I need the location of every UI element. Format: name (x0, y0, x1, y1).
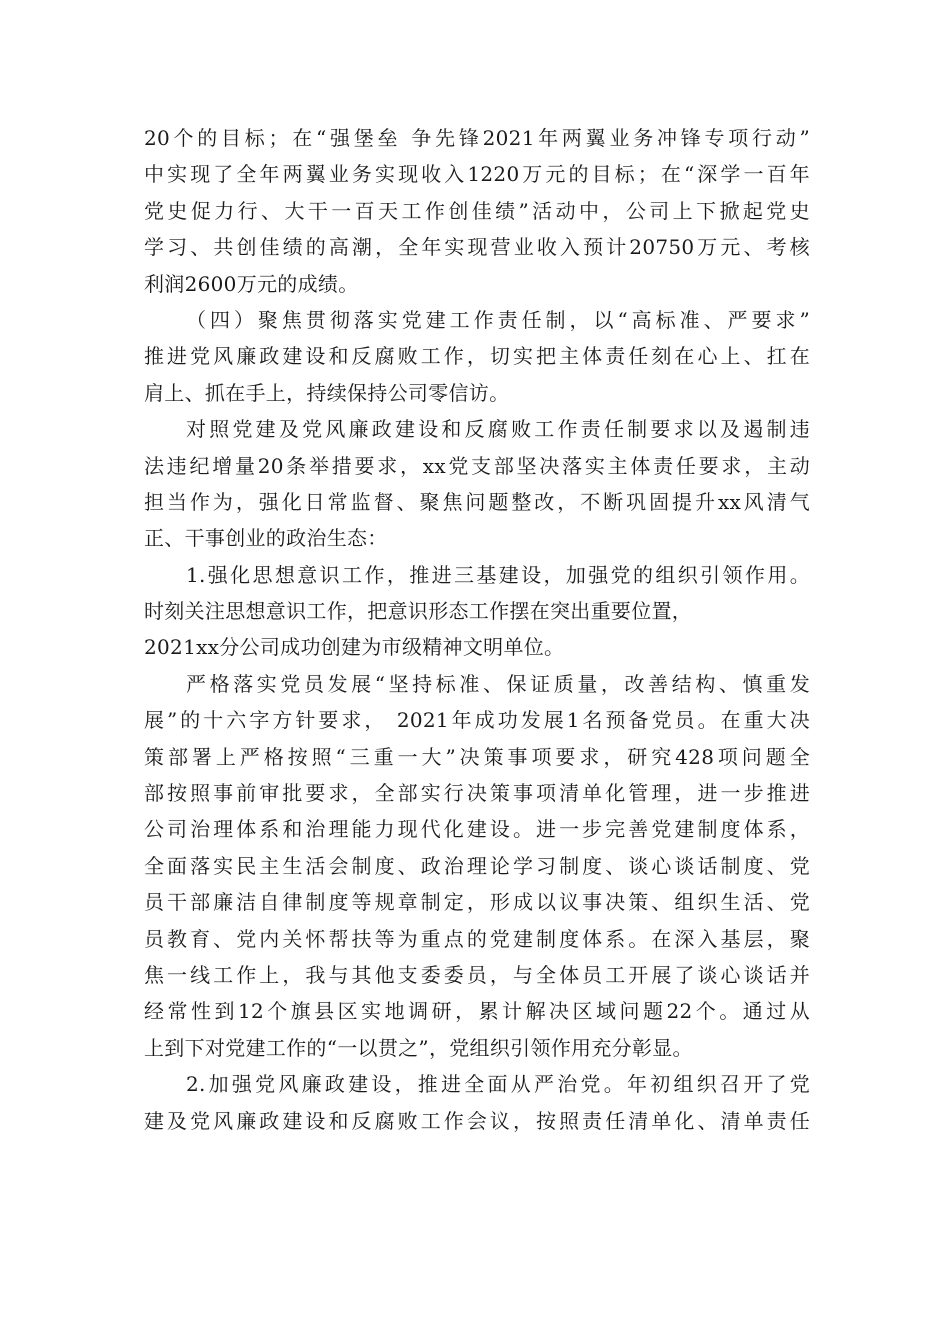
paragraph-item-2 (144, 1066, 810, 1139)
text-line: 全面落实民主生活会制度、政治理论学习制度、谈心谈话制度、党 (144, 853, 810, 878)
text-line: 担当作为，强化日常监督、聚焦问题整改，不断巩固提升xx风清气 (144, 489, 810, 514)
text-line: 2021xx分公司成功创建为市级精神文明单位。 (144, 635, 565, 660)
paragraph-targets-results (144, 120, 810, 302)
text-line: 员教育、党内关怀帮扶等为重点的党建制度体系。在深入基层，聚 (144, 926, 810, 951)
text-line: 员干部廉洁自律制度等规章制定，形成以议事决策、组织生活、党 (144, 890, 810, 915)
text-line: 经常性到12个旗县区实地调研，累计解决区域问题22个。通过从 (144, 999, 810, 1024)
text-line: 展”的十六字方针要求， 2021年成功发展1名预备党员。在重大决 (144, 708, 810, 733)
text-line: 策部署上严格按照“三重一大”决策事项要求，研究428项问题全 (144, 744, 810, 769)
text-line: 20个的目标；在“强堡垒 争先锋2021年两翼业务冲锋专项行动” (144, 126, 810, 150)
text-line: 对照党建及党风廉政建设和反腐败工作责任制要求以及遏制违 (186, 417, 810, 442)
text-line: 严格落实党员发展“坚持标准、保证质量，改善结构、慎重发 (186, 671, 810, 696)
text-line: 建及党风廉政建设和反腐败工作会议，按照责任清单化、清单责任 (144, 1108, 810, 1133)
text-line: 推进党风廉政建设和反腐败工作，切实把主体责任刻在心上、扛在 (144, 344, 810, 369)
text-line: 党史促力行、大干一百天工作创佳绩”活动中，公司上下掀起党史 (144, 198, 810, 223)
section-heading-4 (144, 302, 810, 411)
text-line: 利润2600万元的成绩。 (144, 271, 359, 296)
text-line: 1.强化思想意识工作，推进三基建设，加强党的组织引领作用。 (186, 562, 810, 587)
text-line: 部按照事前审批要求，全部实行决策事项清单化管理，进一步推进 (144, 781, 810, 806)
text-line: 学习、共创佳绩的高潮，全年实现营业收入预计20750万元、考核 (144, 235, 810, 260)
text-line: 上到下对党建工作的“一以贯之”，党组织引领作用充分彰显。 (144, 1035, 693, 1060)
text-line: 肩上、抓在手上，持续保持公司零信访。 (144, 380, 510, 405)
text-line: （四）聚焦贯彻落实党建工作责任制，以“高标准、严要求” (186, 307, 810, 332)
paragraph-party-development (144, 666, 810, 1066)
text-line: 公司治理体系和治理能力现代化建设。进一步完善党建制度体系， (144, 817, 810, 842)
paragraph-item-1 (144, 557, 810, 666)
text-line: 中实现了全年两翼业务实现收入1220万元的目标；在“深学一百年 (144, 162, 810, 187)
paragraph-responsibility (144, 411, 810, 557)
text-line: 2.加强党风廉政建设，推进全面从严治党。年初组织召开了党 (186, 1072, 810, 1097)
text-line: 时刻关注思想意识工作，把意识形态工作摆在突出重要位置， (144, 599, 693, 624)
document-body (144, 120, 810, 1139)
text-line: 正、干事创业的政治生态： (144, 526, 388, 551)
text-line: 法违纪增量20条举措要求，xx党支部坚决落实主体责任要求，主动 (144, 453, 810, 478)
text-line: 焦一线工作上，我与其他支委委员，与全体员工开展了谈心谈话并 (144, 962, 810, 987)
